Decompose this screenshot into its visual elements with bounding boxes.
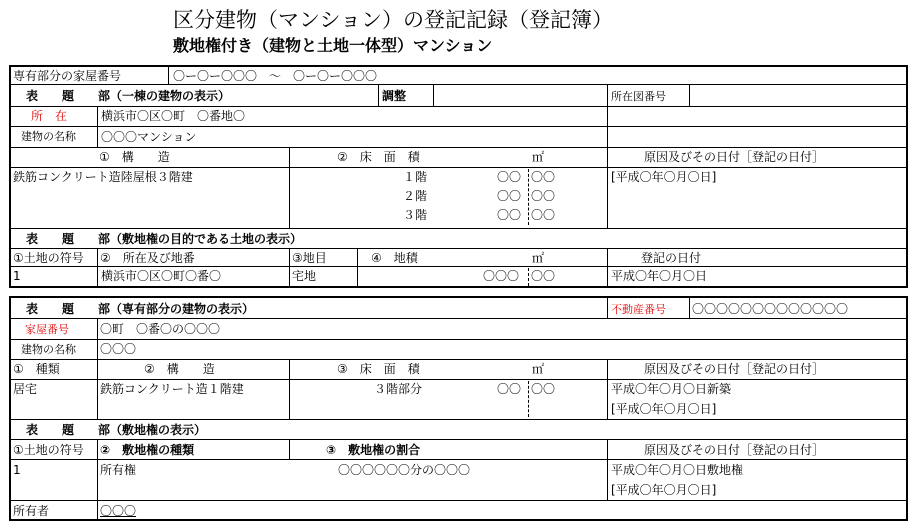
unit-genin-line1: 平成〇年〇月〇日新築 — [611, 382, 732, 396]
owner-value: 〇〇〇 — [100, 504, 137, 518]
unit-area-dec: 〇〇 — [531, 382, 556, 396]
floor-area-dec: 〇〇 — [531, 170, 556, 184]
col-kozo: ① 構 造 — [99, 150, 170, 164]
shurui-value: 居宅 — [13, 382, 38, 396]
land-col-m2: ㎡ — [532, 251, 545, 265]
col-shurui: ① 種類 — [13, 362, 60, 376]
floor-name: ３階 — [403, 208, 428, 222]
land-fugo-value: 1 — [13, 269, 21, 283]
col-yuka: ② 床 面 積 — [337, 150, 420, 164]
land-date-value: 平成〇年〇月〇日 — [611, 269, 708, 283]
page-title: 区分建物（マンション）の登記記録（登記簿） — [173, 8, 614, 32]
bldg-name-value: 〇〇〇マンション — [101, 130, 197, 144]
unit-record-table — [9, 296, 908, 521]
floor-area-dec: 〇〇 — [531, 208, 556, 222]
sk-col-shurui: ② 敷地権の種類 — [100, 443, 195, 457]
col-genin: 原因及びその日付［登記の日付］ — [644, 150, 825, 164]
unit-area-int: 〇〇 — [497, 382, 522, 396]
floor-area-dec: 〇〇 — [531, 189, 556, 203]
land-chimoku-value: 宅地 — [292, 269, 317, 283]
land-col-chiseki: ④ 地積 — [371, 251, 418, 265]
unit-bldg-name-label: 建物の名称 — [21, 343, 76, 356]
unit-kozo-value: 鉄筋コンクリート造１階建 — [100, 382, 244, 396]
unit-bldg-name-value: 〇〇〇 — [100, 342, 137, 356]
house-number-value: 〇ー〇ー〇〇〇 ～ 〇ー〇ー〇〇〇 — [173, 69, 378, 83]
shikichi-title: 表 題 部（敷地権の表示） — [26, 423, 207, 437]
building-record-table — [9, 65, 908, 288]
floor-area-int: 〇〇 — [497, 170, 522, 184]
sk-col-wariai: ③ 敷地権の割合 — [326, 443, 421, 457]
unit-floor-name: ３階部分 — [374, 382, 423, 396]
sk-genin-line2: [平成〇年〇月〇日] — [611, 483, 717, 497]
sk-genin-line1: 平成〇年〇月〇日敷地権 — [611, 463, 744, 477]
sk-wariai-value: 〇〇〇〇〇〇分の〇〇〇 — [338, 463, 471, 477]
bldg-name-label: 建物の名称 — [21, 130, 76, 143]
sk-col-genin: 原因及びその日付［登記の日付］ — [644, 443, 825, 457]
kaoku-label: 家屋番号 — [25, 323, 69, 336]
sk-fugo-value: 1 — [13, 463, 21, 477]
shozai-value: 横浜市〇区〇町 〇番地〇 — [101, 109, 246, 123]
house-number-label: 専有部分の家屋番号 — [13, 69, 122, 83]
shozai-label: 所 在 — [31, 109, 68, 123]
kozo-value: 鉄筋コンクリート造陸屋根３階建 — [13, 170, 193, 184]
unit-col-m2: ㎡ — [532, 362, 545, 376]
hyodai-label: 表 題 部（一棟の建物の表示） — [26, 89, 231, 103]
land-area-dec: 〇〇 — [531, 269, 556, 283]
land-area-int: 〇〇〇 — [483, 269, 520, 283]
land-shozai-value: 横浜市〇区〇町〇番〇 — [101, 269, 222, 283]
floor-name: ２階 — [403, 189, 428, 203]
chosei-label: 調整 — [382, 89, 407, 103]
land-col-fugo: ①土地の符号 — [13, 251, 84, 265]
sk-col-fugo: ①土地の符号 — [13, 443, 84, 457]
genin-value: [平成〇年〇月〇日] — [611, 170, 717, 184]
floor-name: １階 — [403, 170, 428, 184]
unit-col-genin: 原因及びその日付［登記の日付］ — [644, 362, 825, 376]
land-title: 表 題 部（敷地権の目的である土地の表示） — [26, 232, 303, 246]
fudosan-value: 〇〇〇〇〇〇〇〇〇〇〇〇〇 — [692, 302, 849, 316]
unit-genin-line2: [平成〇年〇月〇日] — [611, 402, 717, 416]
owner-label: 所有者 — [13, 504, 50, 518]
land-col-shozai: ② 所在及び地番 — [100, 251, 195, 265]
shozaizu-label: 所在図番号 — [611, 90, 666, 103]
sk-shurui-value: 所有権 — [100, 463, 137, 477]
unit-hyodai-label: 表 題 部（専有部分の建物の表示） — [26, 302, 255, 316]
kaoku-value: 〇町 〇番〇の〇〇〇 — [100, 322, 221, 336]
fudosan-label: 不動産番号 — [611, 303, 666, 316]
page-subtitle: 敷地権付き（建物と土地一体型）マンション — [173, 36, 493, 55]
land-col-date: 登記の日付 — [641, 251, 702, 265]
col-m2: ㎡ — [532, 150, 545, 164]
floor-area-int: 〇〇 — [497, 189, 522, 203]
unit-col-yuka: ③ 床 面 積 — [337, 362, 420, 376]
unit-col-kozo: ② 構 造 — [144, 362, 215, 376]
floor-area-int: 〇〇 — [497, 208, 522, 222]
land-col-chimoku: ③地目 — [292, 251, 327, 265]
